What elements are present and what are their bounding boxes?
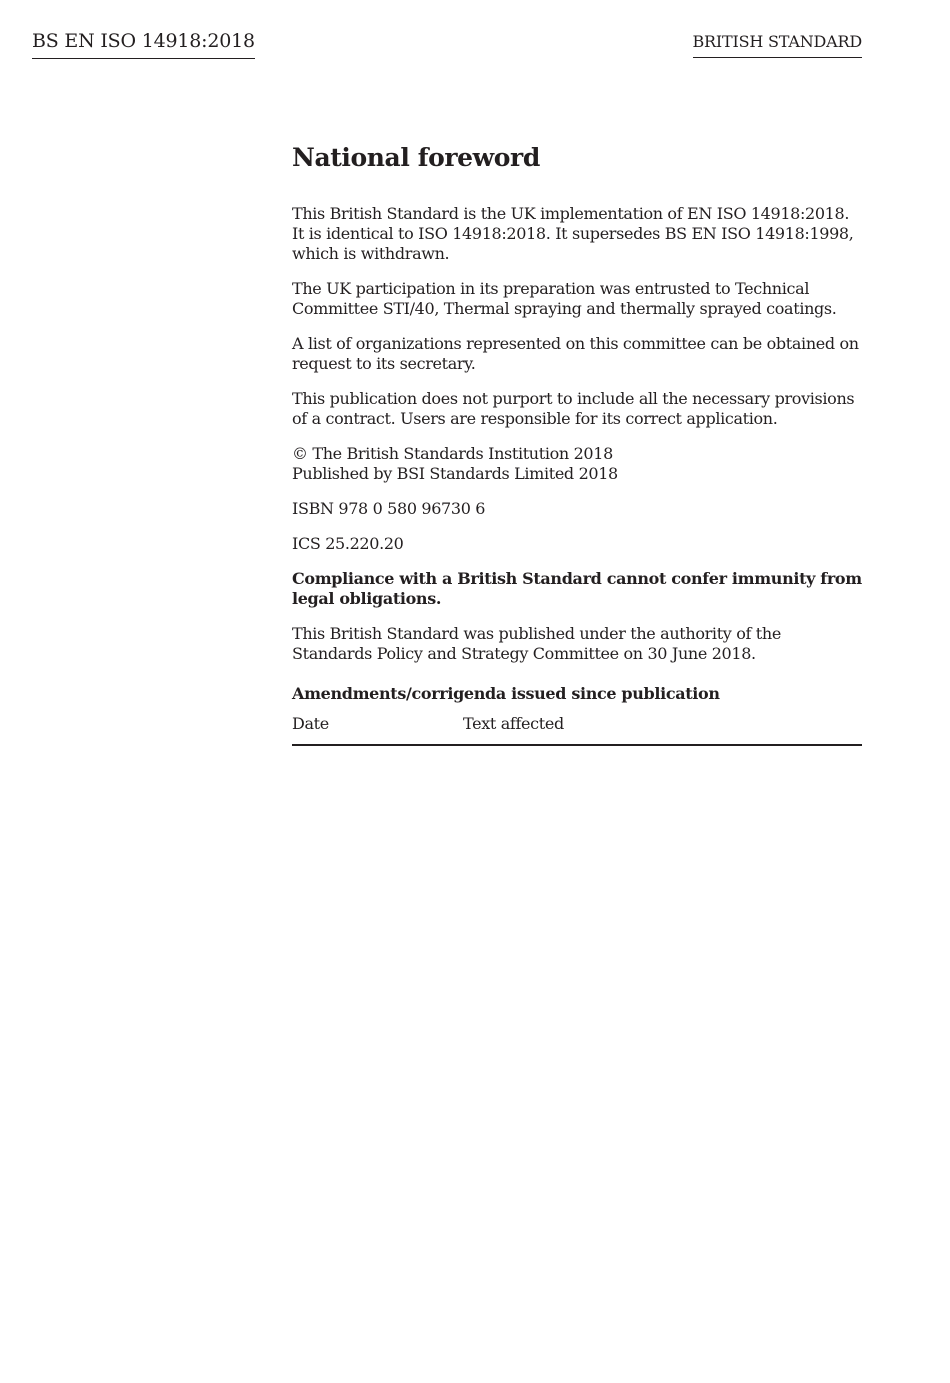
date-column-header: Date (292, 714, 463, 745)
paragraph-line: Standards Policy and Strategy Committee on 30 June 2018. (292, 644, 756, 663)
series-label-header: BRITISH STANDARD (693, 32, 863, 58)
table-header-row (292, 714, 862, 745)
committee-paragraph (292, 279, 862, 319)
ics-paragraph (292, 534, 862, 554)
copyright-paragraph (292, 444, 862, 484)
paragraph-line: legal obligations. (292, 589, 442, 608)
text-affected-column-header: Text affected (463, 714, 862, 745)
paragraph-line: © The British Standards Institution 2018 (292, 444, 613, 463)
paragraph-line: ISBN 978 0 580 96730 6 (292, 499, 486, 518)
authority-paragraph (292, 624, 862, 664)
paragraph-line: It is identical to ISO 14918:2018. It supersedes BS EN ISO 14918:1998, (292, 224, 854, 243)
paragraph-line: which is withdrawn. (292, 244, 450, 263)
paragraph-line: request to its secretary. (292, 354, 476, 373)
implementation-paragraph (292, 204, 862, 264)
paragraph-line: This British Standard was published under the authority of the (292, 624, 781, 643)
page-title: National foreword (292, 143, 540, 172)
amendments-table (292, 714, 862, 746)
paragraph-line: Compliance with a British Standard cannot confer immunity from (292, 569, 862, 588)
paragraph-line: Published by BSI Standards Limited 2018 (292, 464, 618, 483)
compliance-notice (292, 569, 862, 609)
paragraph-line: Committee STI/40, Thermal spraying and thermally sprayed coatings. (292, 299, 837, 318)
foreword-section (292, 140, 862, 746)
organizations-paragraph (292, 334, 862, 374)
paragraph-line: The UK participation in its preparation was entrusted to Technical (292, 279, 810, 298)
amendments-heading: Amendments/corrigenda issued since publication (292, 684, 720, 703)
contract-provisions-paragraph (292, 389, 862, 429)
paragraph-line: This British Standard is the UK implementation of EN ISO 14918:2018. (292, 204, 850, 223)
paragraph-line: of a contract. Users are responsible for its correct application. (292, 409, 778, 428)
paragraph-line: This publication does not purport to include all the necessary provisions (292, 389, 855, 408)
document-id-header: BS EN ISO 14918:2018 (32, 30, 255, 59)
paragraph-line: A list of organizations represented on this committee can be obtained on (292, 334, 859, 353)
paragraph-line: ICS 25.220.20 (292, 534, 404, 553)
isbn-paragraph (292, 499, 862, 519)
